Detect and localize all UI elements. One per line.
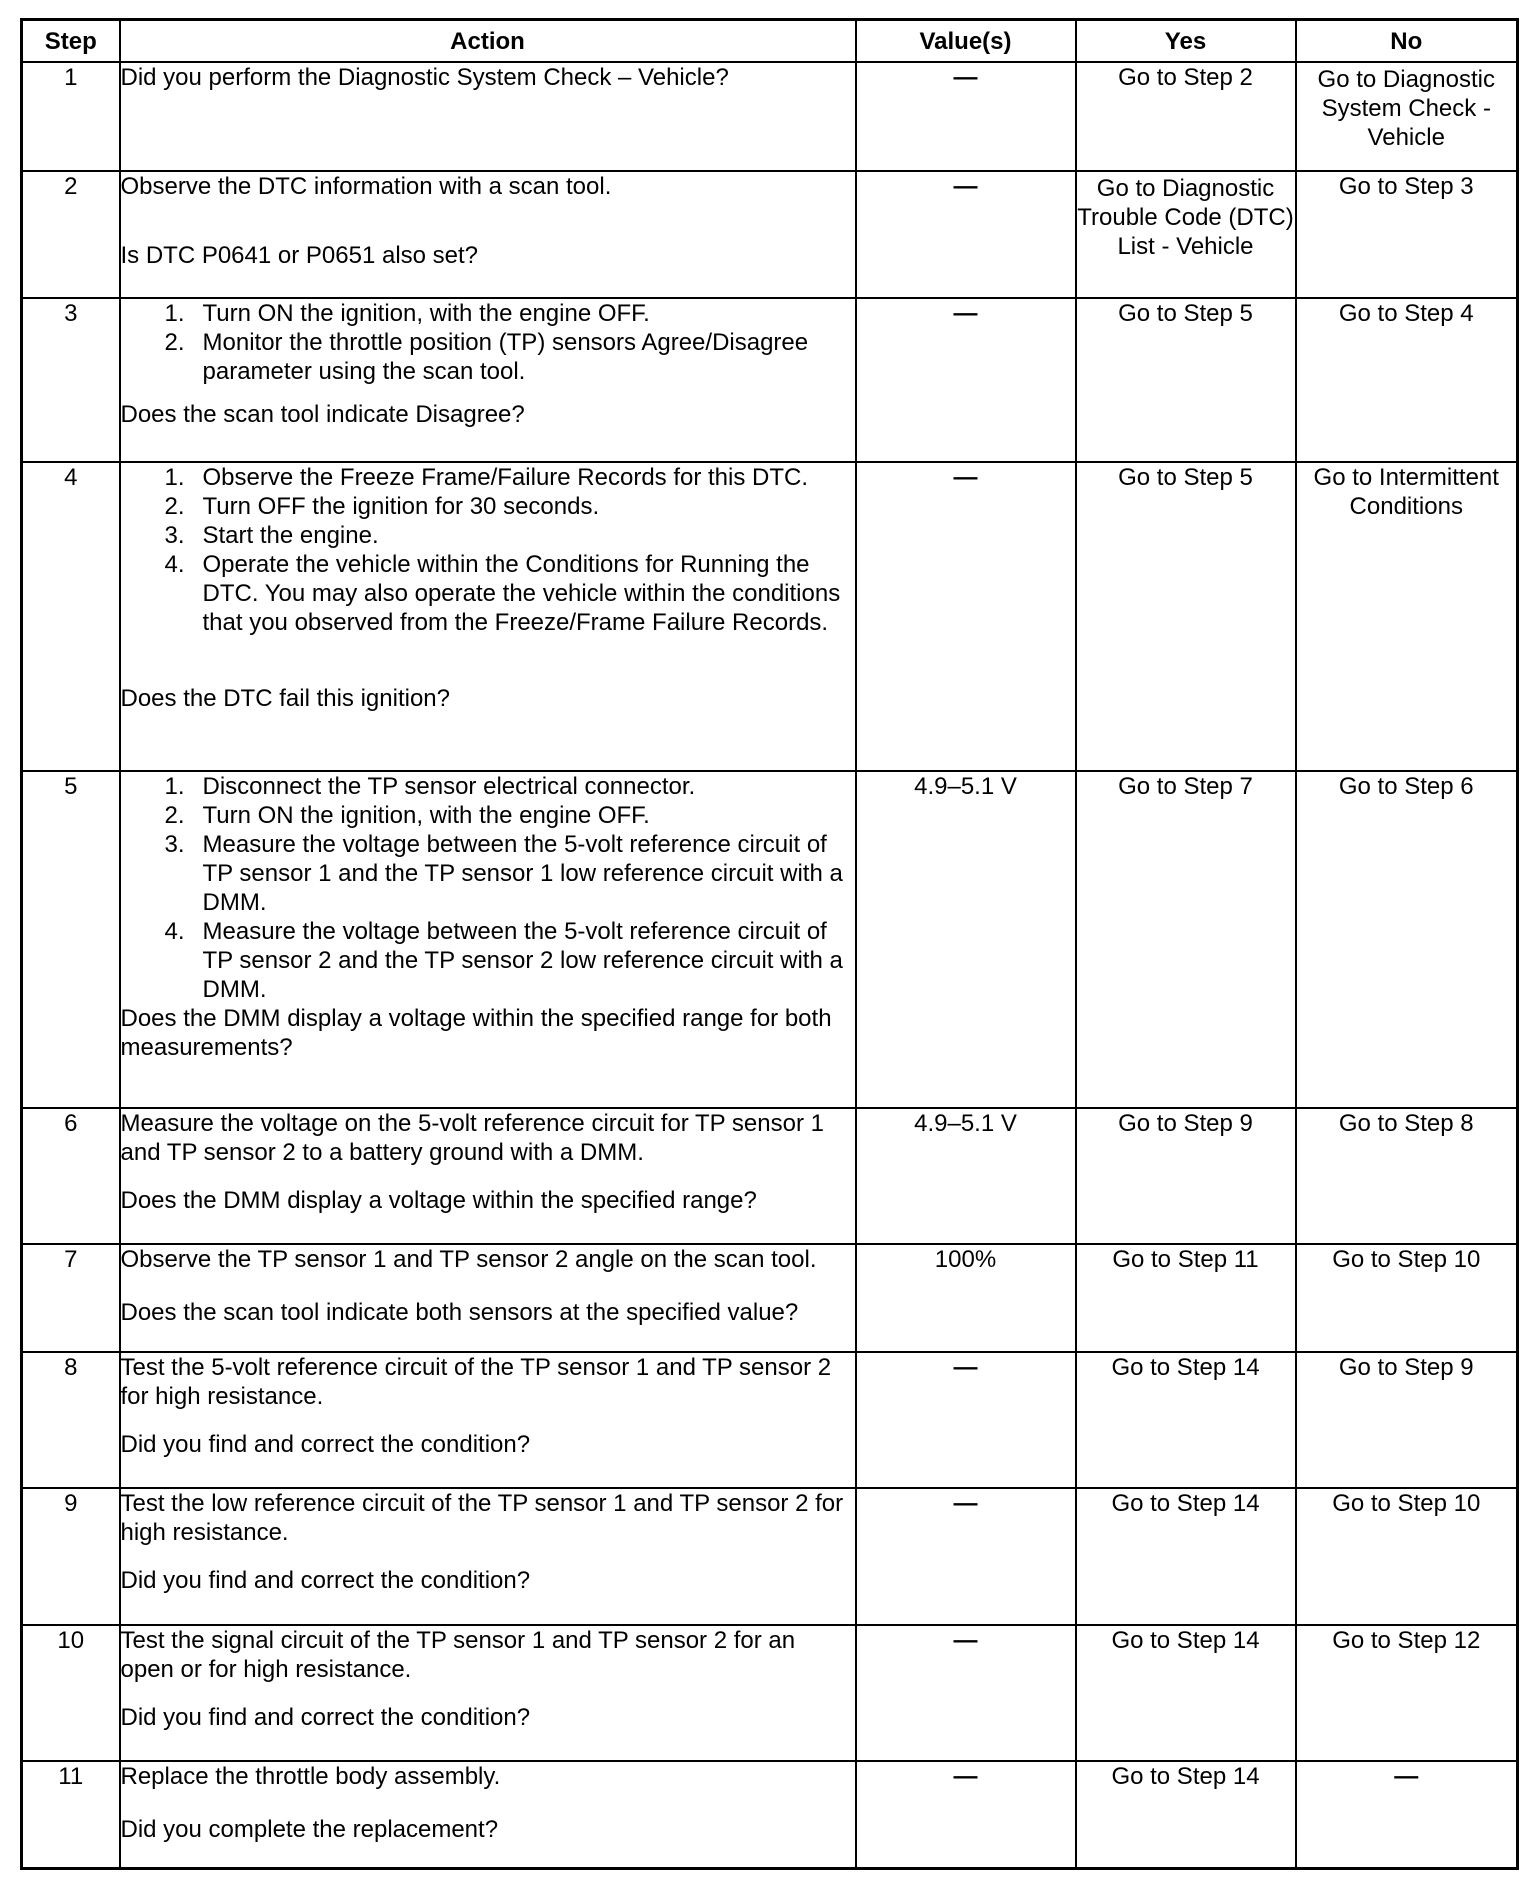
yes-cell <box>1076 771 1296 1108</box>
value-text: — <box>953 64 978 91</box>
action-instruction: Test the low reference circuit of the TP sensor 1 and TP sensor 2 for high resistance. <box>120 1490 844 1547</box>
yes-text: Go to Step 11 <box>1112 1246 1259 1274</box>
no-text: Go to Step 3 <box>1338 172 1474 200</box>
substep-text: Measure the voltage between the 5-volt reference circuit of TP sensor 1 and the TP sensor 1 low reference circuit with a DMM. <box>202 830 843 916</box>
yes-cell <box>1076 1625 1296 1761</box>
list-item <box>121 801 855 830</box>
no-text: Go to Intermittent Conditions <box>1313 464 1499 521</box>
list-item <box>121 299 855 328</box>
list-item <box>121 521 855 550</box>
header-step: Step <box>22 20 120 63</box>
diagnostic-table <box>20 18 1519 1870</box>
substep-number: 2. <box>164 328 185 356</box>
table-row <box>22 298 1518 463</box>
no-cell <box>1296 62 1518 171</box>
yes-text: Go to Step 7 <box>1118 772 1253 800</box>
substep-text: Measure the voltage between the 5-volt reference circuit of TP sensor 2 and the TP sensor 2 low reference circuit with a DMM. <box>202 917 843 1003</box>
substep-number: 2. <box>164 493 185 521</box>
value-text: 4.9–5.1 V <box>914 772 1017 800</box>
header-yes: Yes <box>1076 20 1296 63</box>
yes-cell <box>1076 298 1296 463</box>
substep-text: Turn OFF the ignition for 30 seconds. <box>202 493 600 521</box>
substep-text: Monitor the throttle position (TP) sensors Agree/Disagree parameter using the scan tool. <box>202 328 809 385</box>
substep-number: 1. <box>164 299 185 327</box>
header-values: Value(s) <box>856 20 1076 63</box>
no-text: Go to Step 9 <box>1338 1353 1474 1381</box>
value-cell <box>856 1761 1076 1869</box>
action-question: Does the DTC fail this ignition? <box>120 685 450 713</box>
step-number: 6 <box>22 1108 120 1244</box>
action-question: Does the scan tool indicate both sensors at the specified value? <box>120 1299 799 1327</box>
substep-number: 4. <box>164 551 185 579</box>
action-cell <box>120 1488 856 1624</box>
value-text: — <box>953 464 978 492</box>
value-cell <box>856 462 1076 770</box>
action-cell <box>120 1244 856 1352</box>
value-text: — <box>953 1626 978 1654</box>
value-cell <box>856 62 1076 171</box>
yes-cell <box>1076 62 1296 171</box>
yes-text: Go to Diagnostic Trouble Code (DTC) List - Vehicle <box>1077 174 1294 260</box>
action-cell <box>120 462 856 770</box>
yes-cell <box>1076 462 1296 770</box>
action-instruction: Test the 5-volt reference circuit of the TP sensor 1 and TP sensor 2 for high resistance. <box>120 1353 832 1410</box>
substep-number: 3. <box>164 522 185 550</box>
action-substeps <box>121 463 855 637</box>
value-text: — <box>953 1353 978 1381</box>
substep-number: 1. <box>164 464 185 492</box>
action-question: Does the scan tool indicate Disagree? <box>120 400 525 428</box>
action-cell <box>120 298 856 463</box>
value-cell <box>856 171 1076 298</box>
no-text: Go to Step 4 <box>1338 299 1474 327</box>
yes-cell <box>1076 1352 1296 1488</box>
action-instruction: Test the signal circuit of the TP sensor 1 and TP sensor 2 for an open or for high resistance. <box>120 1626 796 1683</box>
step-number: 1 <box>22 62 120 171</box>
no-cell <box>1296 462 1518 770</box>
value-text: — <box>953 172 978 200</box>
action-instruction: Replace the throttle body assembly. <box>120 1762 501 1790</box>
action-substeps <box>121 772 855 1004</box>
no-text: Go to Step 10 <box>1332 1246 1481 1274</box>
value-cell <box>856 771 1076 1108</box>
substep-text: Disconnect the TP sensor electrical connector. <box>202 772 696 800</box>
action-question: Did you find and correct the condition? <box>120 1430 531 1458</box>
step-number: 11 <box>22 1761 120 1869</box>
substep-text: Turn ON the ignition, with the engine OFF. <box>202 299 650 327</box>
table-row <box>22 1625 1518 1761</box>
list-item <box>121 492 855 521</box>
table-row <box>22 62 1518 171</box>
action-cell <box>120 171 856 298</box>
yes-cell <box>1076 1244 1296 1352</box>
substep-text: Observe the Freeze Frame/Failure Records for this DTC. <box>202 464 809 492</box>
action-cell <box>120 1352 856 1488</box>
no-cell <box>1296 171 1518 298</box>
no-text: — <box>1394 1762 1419 1790</box>
yes-cell <box>1076 1488 1296 1624</box>
action-question: Did you find and correct the condition? <box>120 1703 531 1731</box>
substep-text: Operate the vehicle within the Conditions for Running the DTC. You may also operate the vehicle within the conditions that you observed from the Freeze/Frame Failure Records. <box>202 551 841 637</box>
header-action: Action <box>120 20 856 63</box>
list-item <box>121 917 855 1004</box>
substep-text: Start the engine. <box>202 522 379 550</box>
yes-text: Go to Step 14 <box>1111 1490 1260 1518</box>
action-cell <box>120 1108 856 1244</box>
yes-text: Go to Step 14 <box>1111 1762 1260 1790</box>
no-text: Go to Step 10 <box>1332 1490 1481 1518</box>
yes-text: Go to Step 2 <box>1118 64 1253 91</box>
action-instruction: Did you perform the Diagnostic System Check – Vehicle? <box>120 64 729 91</box>
value-cell <box>856 298 1076 463</box>
no-text: Go to Step 12 <box>1332 1626 1481 1654</box>
list-item <box>121 772 855 801</box>
no-cell <box>1296 1488 1518 1624</box>
value-cell <box>856 1488 1076 1624</box>
header-no: No <box>1296 20 1518 63</box>
value-text: 4.9–5.1 V <box>914 1110 1017 1138</box>
no-text: Go to Step 6 <box>1338 772 1474 800</box>
action-question: Is DTC P0641 or P0651 also set? <box>120 241 479 269</box>
no-cell <box>1296 298 1518 463</box>
no-cell <box>1296 1352 1518 1488</box>
table-row <box>22 171 1518 298</box>
action-instruction: Observe the DTC information with a scan tool. <box>120 172 612 200</box>
value-cell <box>856 1352 1076 1488</box>
yes-text: Go to Step 5 <box>1118 299 1253 327</box>
substep-number: 4. <box>164 917 185 945</box>
yes-text: Go to Step 14 <box>1111 1353 1260 1381</box>
value-cell <box>856 1108 1076 1244</box>
step-number: 2 <box>22 171 120 298</box>
step-number: 9 <box>22 1488 120 1624</box>
no-cell <box>1296 1625 1518 1761</box>
value-text: — <box>953 1490 978 1518</box>
action-cell <box>120 1625 856 1761</box>
value-text: — <box>953 1762 978 1790</box>
action-substeps <box>121 299 855 386</box>
step-number: 8 <box>22 1352 120 1488</box>
action-question: Did you complete the replacement? <box>120 1815 499 1843</box>
action-cell <box>120 771 856 1108</box>
table-row <box>22 1244 1518 1352</box>
step-number: 5 <box>22 771 120 1108</box>
value-text: 100% <box>934 1246 997 1274</box>
no-text: Go to Step 8 <box>1338 1110 1474 1138</box>
action-instruction: Measure the voltage on the 5-volt reference circuit for TP sensor 1 and TP sensor 2 to a battery ground with a DMM. <box>120 1110 824 1167</box>
substep-number: 3. <box>164 830 185 858</box>
value-text: — <box>953 299 978 327</box>
table-row <box>22 462 1518 770</box>
action-question: Does the DMM display a voltage within the specified range for both measurements? <box>120 1004 832 1061</box>
table-row <box>22 1108 1518 1244</box>
list-item <box>121 328 855 386</box>
table-row <box>22 1352 1518 1488</box>
action-instruction: Observe the TP sensor 1 and TP sensor 2 angle on the scan tool. <box>120 1246 817 1274</box>
no-text: Go to Diagnostic System Check - Vehicle <box>1317 66 1495 151</box>
list-item <box>121 463 855 492</box>
value-cell <box>856 1625 1076 1761</box>
list-item <box>121 830 855 917</box>
yes-text: Go to Step 14 <box>1111 1626 1260 1654</box>
yes-cell <box>1076 171 1296 298</box>
table-row <box>22 1488 1518 1624</box>
yes-cell <box>1076 1108 1296 1244</box>
yes-text: Go to Step 5 <box>1118 464 1253 492</box>
value-cell <box>856 1244 1076 1352</box>
substep-number: 1. <box>164 772 185 800</box>
step-number: 4 <box>22 462 120 770</box>
table-row <box>22 1761 1518 1869</box>
substep-text: Turn ON the ignition, with the engine OFF. <box>202 801 650 829</box>
yes-cell <box>1076 1761 1296 1869</box>
no-cell <box>1296 771 1518 1108</box>
table-row <box>22 771 1518 1108</box>
yes-text: Go to Step 9 <box>1118 1110 1253 1138</box>
substep-number: 2. <box>164 801 185 829</box>
action-cell <box>120 62 856 171</box>
action-cell <box>120 1761 856 1869</box>
action-question: Did you find and correct the condition? <box>120 1567 531 1595</box>
no-cell <box>1296 1761 1518 1869</box>
step-number: 3 <box>22 298 120 463</box>
step-number: 7 <box>22 1244 120 1352</box>
list-item <box>121 550 855 637</box>
header-row <box>22 20 1518 63</box>
no-cell <box>1296 1244 1518 1352</box>
action-question: Does the DMM display a voltage within the specified range? <box>120 1187 757 1215</box>
step-number: 10 <box>22 1625 120 1761</box>
no-cell <box>1296 1108 1518 1244</box>
